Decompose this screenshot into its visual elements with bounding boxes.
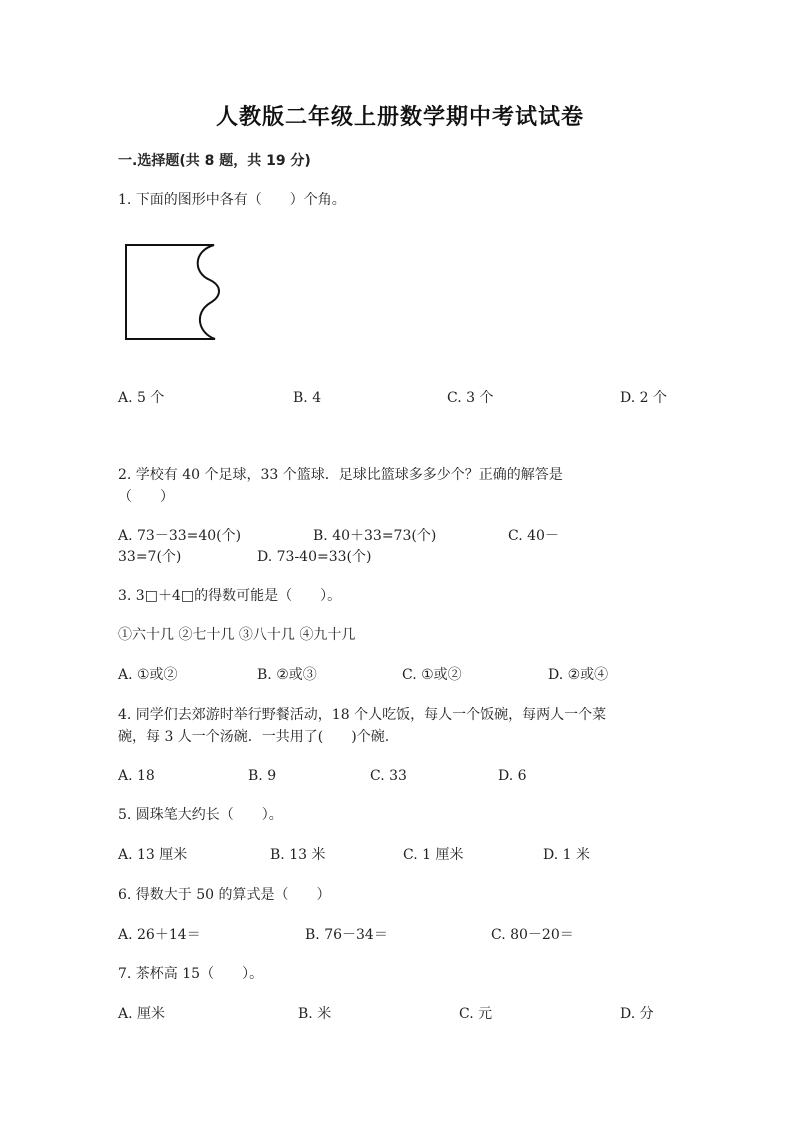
q2-option-c[interactable]: C. 40－	[508, 528, 559, 544]
question-6-stem: 6. 得数大于 50 的算式是（ ）	[118, 887, 331, 903]
q4-option-b[interactable]: B. 9	[248, 768, 277, 784]
q7-option-c[interactable]: C. 元	[459, 1006, 493, 1022]
q4-option-d[interactable]: D. 6	[498, 768, 527, 784]
wavy-square-figure	[118, 238, 228, 348]
section-heading: 一.选择题(共 8 题，共 19 分)	[118, 153, 311, 169]
q6-option-b[interactable]: B. 76－34＝	[305, 927, 388, 943]
q1-option-a[interactable]: A. 5 个	[118, 390, 165, 406]
q5-option-b[interactable]: B. 13 米	[270, 847, 326, 863]
q7-option-d[interactable]: D. 分	[620, 1006, 654, 1022]
q3-option-d[interactable]: D. ②或④	[548, 667, 609, 683]
q7-option-a[interactable]: A. 厘米	[118, 1006, 166, 1022]
q4-option-a[interactable]: A. 18	[118, 768, 155, 784]
q1-option-b[interactable]: B. 4	[293, 390, 322, 406]
q2-option-b[interactable]: B. 40＋33=73(个)	[313, 528, 437, 544]
q5-option-a[interactable]: A. 13 厘米	[118, 847, 188, 863]
question-4-stem-cont: 碗，每 3 人一个汤碗．一共用了( )个碗.	[118, 729, 390, 745]
question-2-stem: 2. 学校有 40 个足球，33 个篮球．足球比篮球多多少个？正确的解答是	[118, 467, 563, 483]
question-1-stem: 1. 下面的图形中各有（ ）个角。	[118, 192, 346, 208]
q5-option-d[interactable]: D. 1 米	[543, 847, 590, 863]
q1-option-c[interactable]: C. 3 个	[447, 390, 494, 406]
q1-option-d[interactable]: D. 2 个	[620, 390, 667, 406]
q2-option-c-cont[interactable]: 33=7(个)	[118, 549, 182, 565]
q6-option-a[interactable]: A. 26＋14＝	[118, 927, 201, 943]
q6-option-c[interactable]: C. 80－20＝	[491, 927, 574, 943]
q4-option-c[interactable]: C. 33	[370, 768, 407, 784]
question-4-stem: 4. 同学们去郊游时举行野餐活动，18 个人吃饭，每人一个饭碗，每两人一个菜	[118, 707, 607, 723]
q2-option-d[interactable]: D. 73-40=33(个)	[257, 549, 372, 565]
q3-option-a[interactable]: A. ①或②	[118, 667, 178, 683]
q3-option-c[interactable]: C. ①或②	[402, 667, 462, 683]
question-2-stem-cont: （ ）	[118, 489, 174, 505]
q5-option-c[interactable]: C. 1 厘米	[403, 847, 464, 863]
q7-option-b[interactable]: B. 米	[298, 1006, 332, 1022]
q3-option-b[interactable]: B. ②或③	[257, 667, 317, 683]
question-5-stem: 5. 圆珠笔大约长（ ）。	[118, 807, 283, 823]
question-7-stem: 7. 茶杯高 15（ ）。	[118, 966, 264, 982]
q2-option-a[interactable]: A. 73－33=40(个)	[118, 528, 242, 544]
page-title: 人教版二年级上册数学期中考试试卷	[215, 105, 584, 130]
question-3-choices: ①六十几 ②七十几 ③八十几 ④九十几	[118, 627, 356, 643]
question-3-stem: 3. 3□＋4□的得数可能是（ ）。	[118, 588, 342, 604]
